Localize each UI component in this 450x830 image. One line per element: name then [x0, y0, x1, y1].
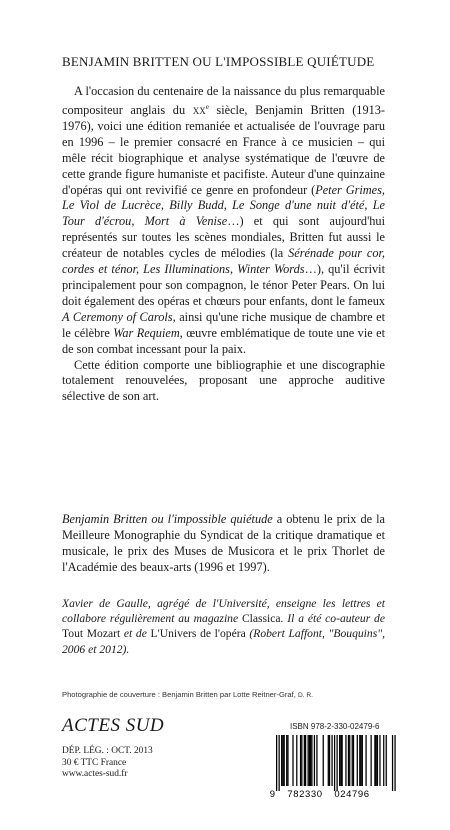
summary-paragraph-1	[62, 84, 385, 358]
barcode-bars	[276, 735, 396, 791]
barcode-bar	[331, 735, 332, 786]
text-run: Photographie de couverture : Benjamin Britten par Lotte Reitner-Graf,	[62, 690, 298, 699]
barcode-bar	[357, 735, 358, 786]
award-text	[62, 512, 385, 576]
barcode-bar	[365, 735, 366, 786]
barcode-bar	[300, 735, 301, 786]
carols-title: A Ceremony of Carols	[62, 309, 173, 324]
barcode-bar	[386, 735, 387, 786]
summary-paragraph-2: Cette édition comporte une bibliographie et une discographie totalement renouvelées, proposant une approche auditive sélective de son art.	[62, 357, 385, 404]
price: 30 € TTC France	[62, 757, 127, 768]
barcode-bar	[309, 735, 310, 786]
barcode-lead-digit: 9	[270, 789, 275, 799]
barcode-bar	[279, 735, 280, 791]
isbn-label: ISBN 978-2-330-02479-6	[290, 722, 380, 731]
text-run: (Robert Laffont, "Bouquins", 2006 et 2012).	[62, 627, 385, 656]
requiem-title: War Requiem	[113, 325, 180, 340]
barcode-bar	[392, 735, 393, 791]
barcode-bar	[394, 735, 395, 791]
text-run: Xavier de Gaulle, agrégé de l'Université, enseigne les lettres et collabore régulièrement au magazine	[62, 597, 385, 626]
barcode-bar	[377, 735, 378, 786]
barcode-bar	[362, 735, 363, 786]
barcode-bar	[281, 735, 282, 786]
legal-deposit: DÉP. LÉG. : OCT. 2013	[62, 746, 153, 756]
barcode-bar	[334, 735, 335, 791]
barcode-bar	[359, 735, 360, 786]
barcode-bar	[282, 735, 283, 786]
barcode-bar	[342, 735, 343, 786]
barcode-bar	[308, 735, 309, 786]
barcode-bar	[328, 735, 329, 786]
barcode-bar	[276, 735, 277, 791]
barcode-bar	[296, 735, 297, 786]
text-run: , ainsi qu'une riche musique de chambre et le célèbre	[62, 309, 385, 340]
barcode-bar	[379, 735, 380, 786]
summary-text	[62, 84, 385, 405]
barcode-right-digits: 024796	[334, 789, 370, 799]
barcode-bar	[286, 735, 287, 786]
barcode-bar	[310, 735, 311, 786]
opera-titles: Peter Grimes, Le Viol de Lucrèce, Billy Budd, Le Songe d'une nuit d'été, Le Tour d'écrou, Mort à Venise	[62, 182, 385, 229]
barcode-left-digits: 782330	[287, 789, 323, 799]
book-title-heading: BENJAMIN BRITTEN OU L'IMPOSSIBLE QUIÉTUDE	[62, 54, 375, 69]
barcode-bar	[301, 735, 302, 786]
magazine-name: Classica	[241, 612, 281, 626]
publisher-website: www.actes-sud.fr	[62, 769, 128, 780]
barcode-bar	[349, 735, 350, 786]
barcode-bar	[329, 735, 330, 786]
song-cycle-titles: Sérénade pour cor, cordes et ténor, Les Illuminations, Winter Words	[62, 246, 385, 277]
barcode-bar	[304, 735, 305, 786]
century-roman: xx	[192, 103, 206, 117]
text-run: et de	[120, 627, 151, 641]
text-run: , œuvre emblématique de toute une vie et de son combat incessant pour la paix.	[62, 325, 385, 356]
text-run: A l'occasion du centenaire de la naissance du plus remarquable compositeur anglais du	[62, 84, 385, 117]
barcode-bar	[352, 735, 353, 786]
barcode-bar	[348, 735, 349, 786]
barcode-bar	[292, 735, 293, 786]
barcode-bar	[287, 735, 288, 786]
barcode-bar	[376, 735, 377, 786]
barcode-bar	[323, 735, 324, 786]
barcode-bar	[339, 735, 340, 786]
author-bio	[62, 596, 385, 657]
barcode-bar	[360, 735, 361, 786]
book-title: L'Univers de l'opéra	[150, 627, 246, 641]
isbn-barcode	[270, 735, 398, 799]
text-run: …), qu'il écrivit principalement pour son compagnon, le ténor Peter Pears. On lui doit également des opéras et chœurs pour enfants, dont le fameux	[62, 262, 385, 308]
century-superscript: e	[205, 102, 209, 111]
photo-credit	[62, 690, 313, 699]
barcode-bar	[314, 735, 315, 786]
barcode-bar	[311, 735, 312, 786]
barcode-bar	[340, 735, 341, 786]
text-run: a obtenu le prix de la Meilleure Monographie du Syndicat de la critique dramatique et musicale, le prix des Muses de Musicora et le prix Thorlet de l'Académie des beaux-arts (1996 et 1997).	[62, 512, 385, 574]
barcode-bar	[374, 735, 375, 786]
rights-mark: D. R.	[297, 692, 313, 699]
author-bio-paragraph	[62, 596, 385, 657]
barcode-bar	[284, 735, 285, 786]
barcode-bar	[305, 735, 306, 786]
text-run: siècle, Benjamin Britten (1913-1976), voici une édition remaniée et actualisée de l'ouvrage paru en 1996 – le premier consacré en France à ce musicien – qui mêle récit biographique et analyse systématique de l'œuvre de cette grande figure humaniste et pacifiste. Auteur d'une quinzaine d'opéras qui ont revivifié ce genre en profondeur (	[62, 103, 385, 197]
award-book-title: Benjamin Britten ou l'impossible quiétude	[62, 512, 273, 526]
legal-info	[62, 746, 153, 781]
barcode-bar	[371, 735, 372, 786]
book-title: Tout Mozart	[62, 627, 121, 641]
barcode-bar	[383, 735, 384, 786]
publisher-logo: ACTES SUD	[62, 715, 165, 736]
text-run: …) et qui sont aujourd'hui représentés sur toutes les scènes mondiales, Britten fut aussi le créateur de notables cycles de mélodies (la	[62, 214, 385, 261]
award-paragraph	[62, 512, 385, 576]
barcode-bar	[336, 735, 337, 791]
barcode-bar	[345, 735, 346, 786]
barcode-bar	[316, 735, 317, 786]
barcode-bar	[353, 735, 354, 786]
text-run: . Il a été co-auteur de	[280, 612, 385, 626]
